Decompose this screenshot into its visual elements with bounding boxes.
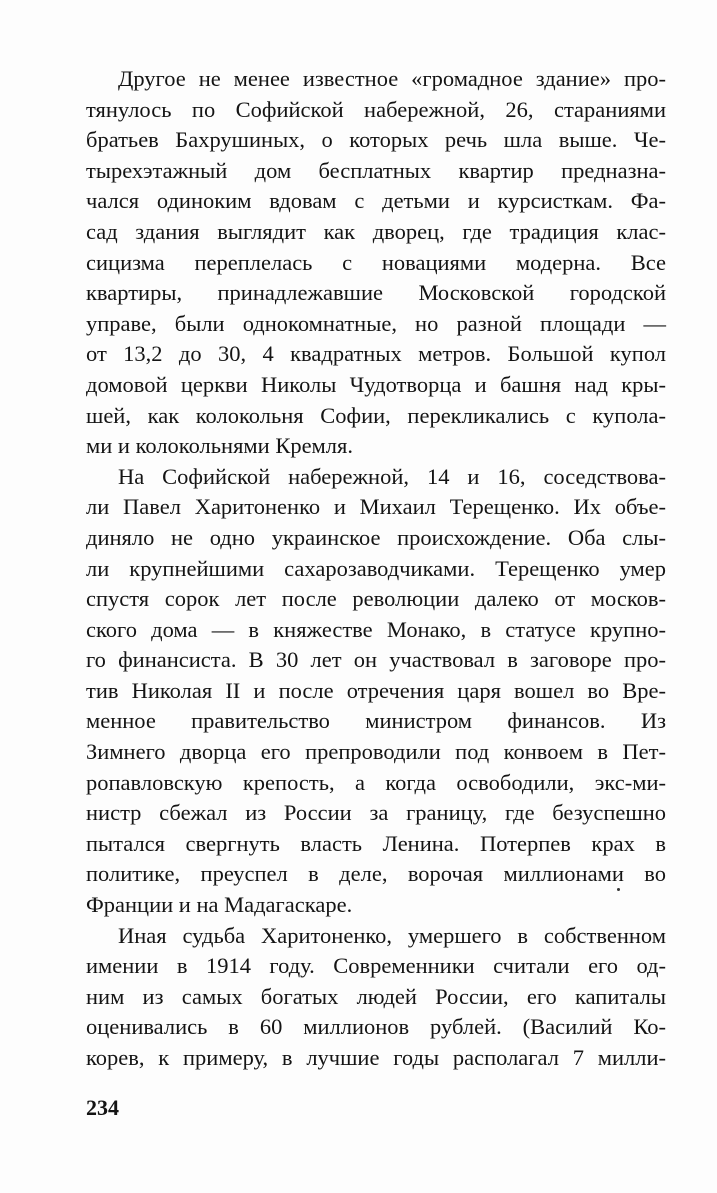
text-line: сад здания выглядит как дворец, где традиция клас- [86, 218, 666, 244]
text-line: квартиры, принадлежавшие Московской городской [86, 280, 666, 306]
text-line: менное правительство министром финансов. Из [86, 708, 666, 734]
paragraph-2 [86, 462, 666, 921]
page-number: 234 [86, 1095, 119, 1120]
text-line: Франции и на Мадагаскаре. [86, 892, 353, 918]
text-line: спустя сорок лет после революции далеко от москов- [86, 586, 666, 612]
text-line: тянулось по Софийской набережной, 26, стараниями [86, 96, 666, 122]
text-line: управе, были однокомнатные, но разной площади — [86, 310, 666, 336]
text-line: корев, к примеру, в лучшие годы располагал 7 милли- [86, 1045, 666, 1070]
body-text [86, 64, 666, 1074]
text-line: ли крупнейшими сахарозаводчиками. Терещенко умер [86, 555, 666, 581]
text-line: ним из самых богатых людей России, его капиталы [86, 983, 666, 1009]
text-line: На Софийской набережной, 14 и 16, соседствова- [118, 463, 666, 489]
text-line: Другое не менее известное «громадное здание» про- [118, 66, 666, 91]
text-line: пытался свергнуть власть Ленина. Потерпев крах в [86, 830, 666, 856]
text-line: диняло не одно украинское происхождение. Оба слы- [86, 524, 666, 550]
text-line: чался одиноким вдовам с детьми и курсисткам. Фа- [86, 188, 666, 214]
text-line: ского дома — в княжестве Монако, в статусе крупно- [86, 616, 666, 642]
paragraph-1 [86, 64, 666, 462]
text-line: сицизма переплелась с новациями модерна. Все [86, 249, 666, 275]
text-line: оценивались в 60 миллионов рублей. (Василий Ко- [86, 1014, 666, 1040]
print-speck [617, 888, 620, 891]
text-line: от 13,2 до 30, 4 квадратных метров. Большой купол [86, 341, 666, 367]
text-line: ропавловскую крепость, а когда освободили, экс-ми- [86, 769, 666, 795]
text-line: Зимнего дворца его препроводили под конвоем в Пет- [86, 739, 666, 765]
text-line: тырехэтажный дом бесплатных квартир предназна- [86, 157, 666, 183]
text-line: нистр сбежал из России за границу, где безуспешно [86, 800, 666, 826]
text-line: политике, преуспел в деле, ворочая миллионами во [86, 861, 666, 887]
text-line: го финансиста. В 30 лет он участвовал в заговоре про- [86, 647, 666, 673]
paragraph-3 [86, 921, 666, 1074]
text-line: имении в 1914 году. Современники считали его од- [86, 953, 666, 979]
text-line: Иная судьба Харитоненко, умершего в собственном [118, 922, 666, 948]
text-line: ми и колокольнями Кремля. [86, 433, 354, 459]
text-line: тив Николая II и после отречения царя вошел во Вре- [86, 677, 666, 703]
text-line: ли Павел Харитоненко и Михаил Терещенко. Их объе- [86, 494, 666, 520]
text-line: шей, как колокольня Софии, перекликались с купола- [86, 402, 666, 428]
text-line: домовой церкви Николы Чудотворца и башня над кры- [86, 371, 666, 397]
text-line: братьев Бахрушиных, о которых речь шла выше. Че- [86, 127, 666, 153]
